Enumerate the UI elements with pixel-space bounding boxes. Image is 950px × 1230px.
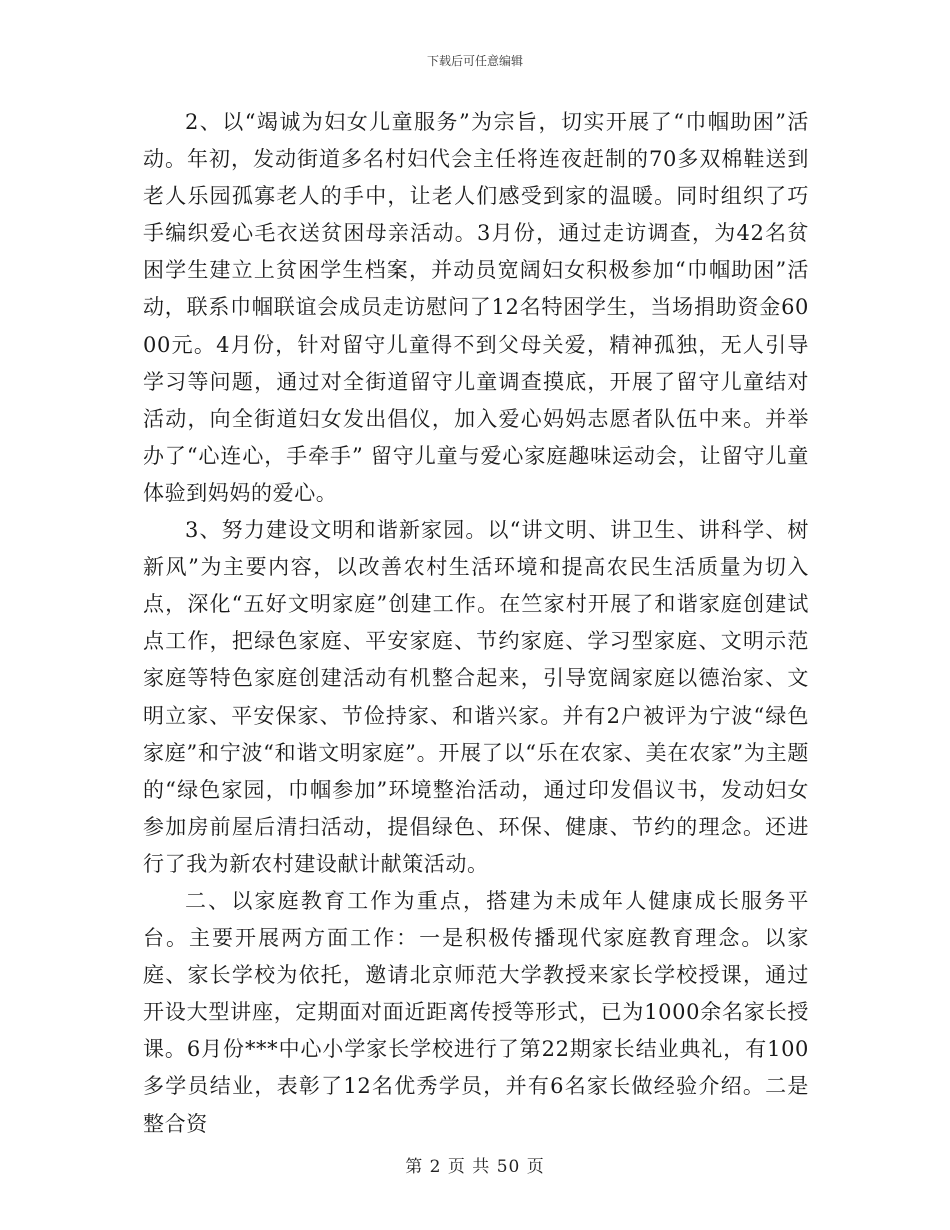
paragraph-family-education: 二、以家庭教育工作为重点，搭建为未成年人健康成长服务平台。主要开展两方面工作：一是积极传播现代家庭教育理念。以家庭、家长学校为依托，邀请北京师范大学教授来家长学校授课，通过开设大型讲座，定期面对面近距离传授等形式，已为1000余名家长授课。6月份***中心小学家长学校进行了第22期家长结业典礼，有100多学员结业，表彰了12名优秀学员，并有6名家长做经验介绍。二是整合资 (143, 888, 809, 1136)
paragraph-civilized-homes: 3、努力建设文明和谐新家园。以“讲文明、讲卫生、讲科学、树新风”为主要内容，以改善农村生活环境和提高农民生活质量为切入点，深化“五好文明家庭”创建工作。在竺家村开展了和谐家庭创建试点工作，把绿色家庭、平安家庭、节约家庭、学习型家庭、文明示范家庭等特色家庭创建活动有机整合起来，引导宽阔家庭以德治家、文明立家、平安保家、节俭持家、和谐兴家。并有2户被评为宁波“绿色家庭”和宁波“和谐文明家庭”。开展了以“乐在农家、美在农家”为主题的“绿色家园，巾帼参加”环境整治活动，通过印发倡议书，发动妇女参加房前屋后清扫活动，提倡绿色、环保、健康、节约的理念。还进行了我为新农村建设献计献策活动。 (143, 518, 809, 876)
page-header: 下载后可任意编辑 (426, 54, 523, 68)
document-body (143, 104, 809, 1143)
page-number-footer: 第 2 页 共 50 页 (405, 1157, 545, 1177)
paragraph-women-children-service: 2、以“竭诚为妇女儿童服务”为宗旨，切实开展了“巾帼助困”活动。年初，发动街道多名村妇代会主任将连夜赶制的70多双棉鞋送到老人乐园孤寡老人的手中，让老人们感受到家的温暖。同时组织了巧手编织爱心毛衣送贫困母亲活动。3月份，通过走访调查，为42名贫困学生建立上贫困学生档案，并动员宽阔妇女积极参加“巾帼助困”活动，联系巾帼联谊会成员走访慰问了12名特困学生，当场捐助资金6000元。4月份，针对留守儿童得不到父母关爱，精神孤独，无人引导学习等问题，通过对全街道留守儿童调查摸底，开展了留守儿童结对活动，向全街道妇女发出倡仪，加入爱心妈妈志愿者队伍中来。并举办了“心连心，手牵手” 留守儿童与爱心家庭趣味运动会，让留守儿童体验到妈妈的爱心。 (143, 110, 809, 505)
